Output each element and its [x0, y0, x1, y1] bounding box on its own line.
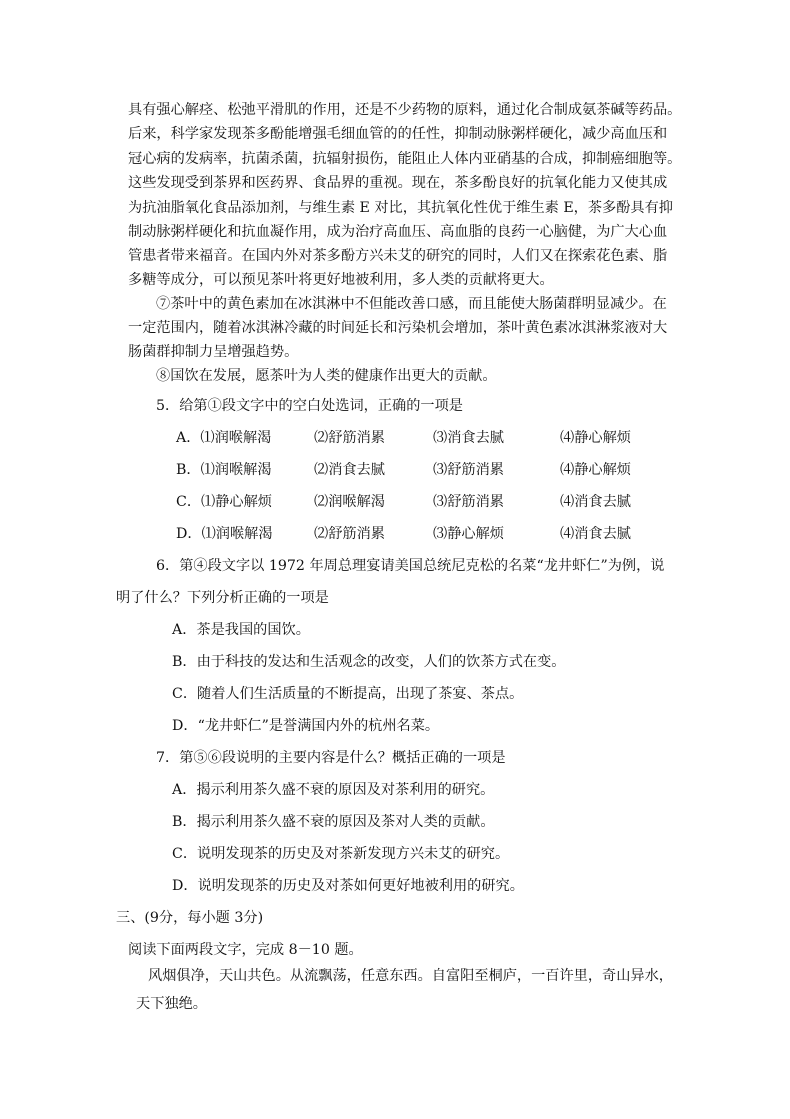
- option-choice-3: ⑶舒筋消累: [433, 462, 504, 478]
- option-choice-4: ⑷静心解烦: [560, 462, 631, 478]
- option-choice-2: ⑵舒筋消累: [314, 430, 385, 446]
- option-label: B．⑴润喉解渴: [176, 462, 272, 478]
- question-7-option-c: C．说明发现茶的历史及对茶新发现方兴未艾的研究。: [172, 846, 510, 862]
- question-7-option-b: B．揭示利用茶久盛不衰的原因及茶对人类的贡献。: [172, 814, 495, 830]
- question-6-stem-line-2: 明了什么？下列分析正确的一项是: [116, 590, 329, 606]
- paragraph-6-line-4: 这些发现受到茶界和医药界、食品界的重视。现在，茶多酚良好的抗氧化能力又使其成: [128, 175, 668, 191]
- question-7-stem: 7．第⑤⑥段说明的主要内容是什么？概括正确的一项是: [156, 750, 506, 766]
- passage-line-2: 天下独绝。: [136, 996, 207, 1012]
- option-choice-3: ⑶舒筋消累: [433, 494, 504, 510]
- option-choice-2: ⑵舒筋消累: [314, 526, 385, 542]
- option-choice-2: ⑵消食去腻: [314, 462, 385, 478]
- paragraph-8: ⑧国饮在发展，愿茶叶为人类的健康作出更大的贡献。: [156, 368, 497, 384]
- option-choice-2: ⑵润喉解渴: [314, 494, 385, 510]
- paragraph-7-line-2: 一定范围内，随着冰淇淋冷藏的时间延长和污染机会增加，茶叶黄色素冰淇淋浆液对大: [128, 320, 668, 336]
- question-5-option-d: [0, 524, 790, 544]
- question-6-option-a: A．茶是我国的国饮。: [172, 622, 310, 638]
- section-3-heading: 三、(9分，每小题 3分): [116, 910, 264, 926]
- option-choice-4: ⑷消食去腻: [560, 526, 631, 542]
- passage-line-1: 风烟俱净，天山共色。从流飘荡，任意东西。自富阳至桐庐，一百许里，奇山异水，: [148, 968, 673, 984]
- question-6-option-b: B．由于科技的发达和生活观念的改变，人们的饮茶方式在变。: [172, 654, 566, 670]
- question-5-option-c: [0, 492, 790, 512]
- question-5-stem: 5．给第①段文字中的空白处选词，正确的一项是: [156, 398, 463, 414]
- option-choice-4: ⑷消食去腻: [560, 494, 631, 510]
- option-label: C．⑴静心解烦: [176, 494, 272, 510]
- paragraph-7-line-1: ⑦茶叶中的黄色素加在冰淇淋中不但能改善口感，而且能使大肠菌群明显减少。在: [156, 296, 667, 312]
- question-7-option-d: D．说明发现茶的历史及对茶如何更好地被利用的研究。: [172, 878, 524, 894]
- option-label: A．⑴润喉解渴: [176, 430, 272, 446]
- paragraph-6-line-2: 后来，科学家发现茶多酚能增强毛细血管的的任性，抑制动脉粥样硬化，减少高血压和: [128, 126, 668, 142]
- option-label: D．⑴润喉解渴: [176, 526, 273, 542]
- question-6-option-d: D．“龙井虾仁”是誉满国内外的杭州名菜。: [172, 718, 440, 734]
- paragraph-6-line-1: 具有强心解痉、松弛平滑肌的作用，还是不少药物的原料，通过化合制成氨茶碱等药品。: [128, 102, 682, 118]
- question-6-stem-line-1: 6．第④段文字以 1972 年周总理宴请美国总统尼克松的名菜“龙井虾仁”为例，说: [156, 558, 665, 574]
- paragraph-6-line-6: 制动脉粥样硬化和抗血凝作用，成为治疗高血压、高血脂的良药一心脑健，为广大心血: [128, 224, 668, 240]
- paragraph-6-line-3: 冠心病的发病率，抗菌杀菌，抗辐射损伤，能阻止人体内亚硝基的合成，抑制癌细胞等。: [128, 151, 682, 167]
- question-5-option-b: [0, 460, 790, 480]
- paragraph-7-line-3: 肠菌群抑制力呈增强趋势。: [128, 344, 299, 360]
- question-5-option-a: [0, 428, 790, 448]
- option-choice-4: ⑷静心解烦: [560, 430, 631, 446]
- paragraph-6-line-7: 管患者带来福音。在国内外对茶多酚方兴未艾的研究的同时，人们又在探索花色素、脂: [128, 248, 668, 264]
- paragraph-6-line-5: 为抗油脂氧化食品添加剂，与维生素 E 对比，其抗氧化性优于维生素 E，茶多酚具有抑: [128, 200, 673, 216]
- paragraph-6-line-8: 多糖等成分，可以预见茶叶将更好地被利用，多人类的贡献将更大。: [128, 272, 554, 288]
- question-7-option-a: A．揭示利用茶久盛不衰的原因及对茶利用的研究。: [172, 782, 495, 798]
- question-6-option-c: C．随着人们生活质量的不断提高，出现了茶宴、茶点。: [172, 686, 524, 702]
- section-3-instruction: 阅读下面两段文字，完成 8－10 题。: [128, 942, 363, 958]
- option-choice-3: ⑶消食去腻: [433, 430, 504, 446]
- option-choice-3: ⑶静心解烦: [433, 526, 504, 542]
